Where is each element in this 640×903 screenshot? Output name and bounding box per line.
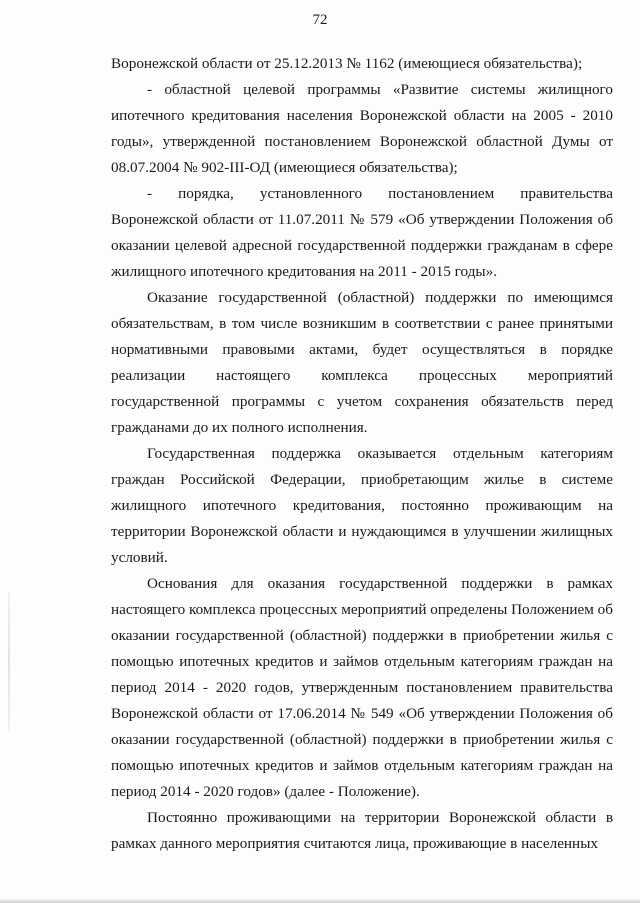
page-number: 72	[312, 12, 328, 28]
scan-artifact	[8, 592, 10, 732]
paragraph-procedure: - порядка, установленного постановлением правительства Воронежской области от 11.07.2011 № 579 «Об утверждении Положения об оказании целевой адресной государственной поддержки гражданам в сфере жилищного ипотечного кредитования на 2011 - 2015 годы».	[111, 185, 613, 280]
paragraph-continuation: Воронежской области от 25.12.2013 № 1162 (имеющиеся обязательства);	[111, 55, 583, 72]
paragraph-support-categories: Государственная поддержка оказывается отдельным категориям граждан Российской Федерации, приобретающим жилье в системе жилищного ипотечного кредитования, постоянно проживающим на территории Воронежской области и нуждающимся в улучшении жилищных условий.	[111, 445, 613, 566]
document-body	[111, 51, 613, 857]
paragraph-support-obligations: Оказание государственной (областной) поддержки по имеющимся обязательствам, в том числе возникшим в соответствии с ранее принятыми нормативными правовыми актами, будет осуществляться в порядке реализации настоящего комплекса процессных мероприятий государственной программы с учетом сохранения обязательств перед гражданами до их полного исполнения.	[111, 289, 613, 436]
paragraph-residents: Постоянно проживающими на территории Воронежской области в рамках данного мероприятия считаются лица, проживающие в населенных	[111, 809, 613, 852]
paragraph-regional-program: - областной целевой программы «Развитие системы жилищного ипотечного кредитования населения Воронежской области на 2005 - 2010 годы», утвержденной постановлением Воронежской областной Думы от 08.07.2004 № 902-III-ОД (имеющиеся обязательства);	[111, 81, 613, 176]
scan-bottom-edge	[0, 898, 640, 903]
paragraph-support-grounds: Основания для оказания государственной поддержки в рамках настоящего комплекса процессных мероприятий определены Положением об оказании государственной (областной) поддержки в приобретении жилья с помощью ипотечных кредитов и займов отдельным категориям граждан на период 2014 - 2020 годов, утвержденным постановлением правительства Воронежской области от 17.06.2014 № 549 «Об утверждении Положения об оказании государственной (областной) поддержки в приобретении жилья с помощью ипотечных кредитов и займов отдельным категориям граждан на период 2014 - 2020 годов» (далее - Положение).	[111, 575, 613, 800]
